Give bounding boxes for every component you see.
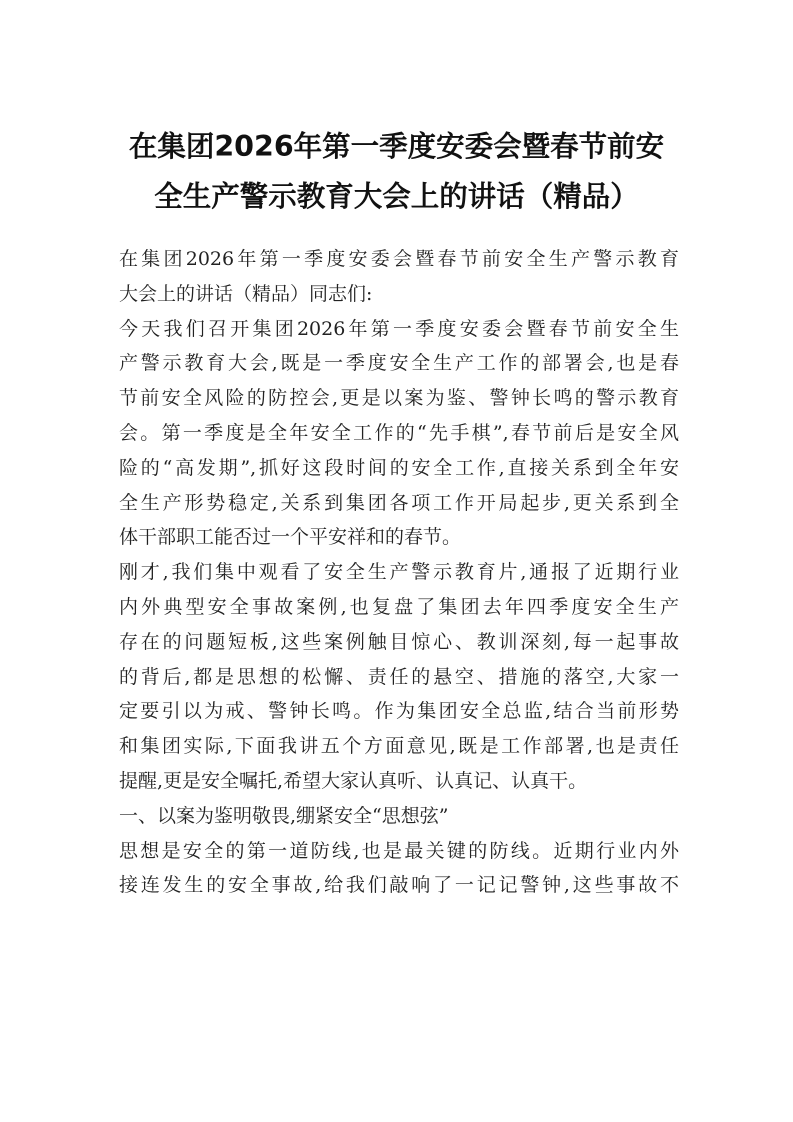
title-line-1: 在集团2026年第一季度安委会暨春节前安 [128,130,665,163]
body-line: 今天我们召开集团2026年第一季度安委会暨春节前安全生 [119,317,679,340]
body-line: 体干部职工能否过一个平安祥和的春节。 [119,526,462,549]
body-line: 内外典型安全事故案例,也复盘了集团去年四季度安全生产 [119,595,679,618]
body-line: 险的“高发期”,抓好这段时间的安全工作,直接关系到全年安 [119,456,679,479]
body-line: 产警示教育大会,既是一季度安全生产工作的部署会,也是春 [119,352,679,375]
body-line: 存在的问题短板,这些案例触目惊心、教训深刻,每一起事故 [119,630,679,653]
body-line: 和集团实际,下面我讲五个方面意见,既是工作部署,也是责任 [119,735,679,758]
body-line: 思想是安全的第一道防线,也是最关键的防线。近期行业内外 [119,839,679,862]
title-line-2: 全生产警示教育大会上的讲话（精品） [154,180,639,213]
body-line: 定要引以为戒、警钟长鸣。作为集团安全总监,结合当前形势 [119,700,679,723]
body-line: 节前安全风险的防控会,更是以案为鉴、警钟长鸣的警示教育 [119,387,679,410]
body-line: 接连发生的安全事故,给我们敲响了一记记警钟,这些事故不 [119,874,679,897]
document-title [100,122,693,222]
body-line: 会。第一季度是全年安全工作的“先手棋”,春节前后是安全风 [119,421,679,444]
body-line: 全生产形势稳定,关系到集团各项工作开局起步,更关系到全 [119,491,679,514]
body-line: 刚才,我们集中观看了安全生产警示教育片,通报了近期行业 [119,561,679,584]
section-heading: 一、以案为鉴明敬畏,绷紧安全“思想弦” [119,804,449,827]
body-line: 大会上的讲话（精品）同志们: [119,282,373,305]
body-line: 的背后,都是思想的松懈、责任的悬空、措施的落空,大家一 [119,665,679,688]
body-line: 在集团2026年第一季度安委会暨春节前安全生产警示教育 [119,248,679,270]
document-body [119,242,679,903]
body-line: 提醒,更是安全嘱托,希望大家认真听、认真记、认真干。 [119,769,588,792]
